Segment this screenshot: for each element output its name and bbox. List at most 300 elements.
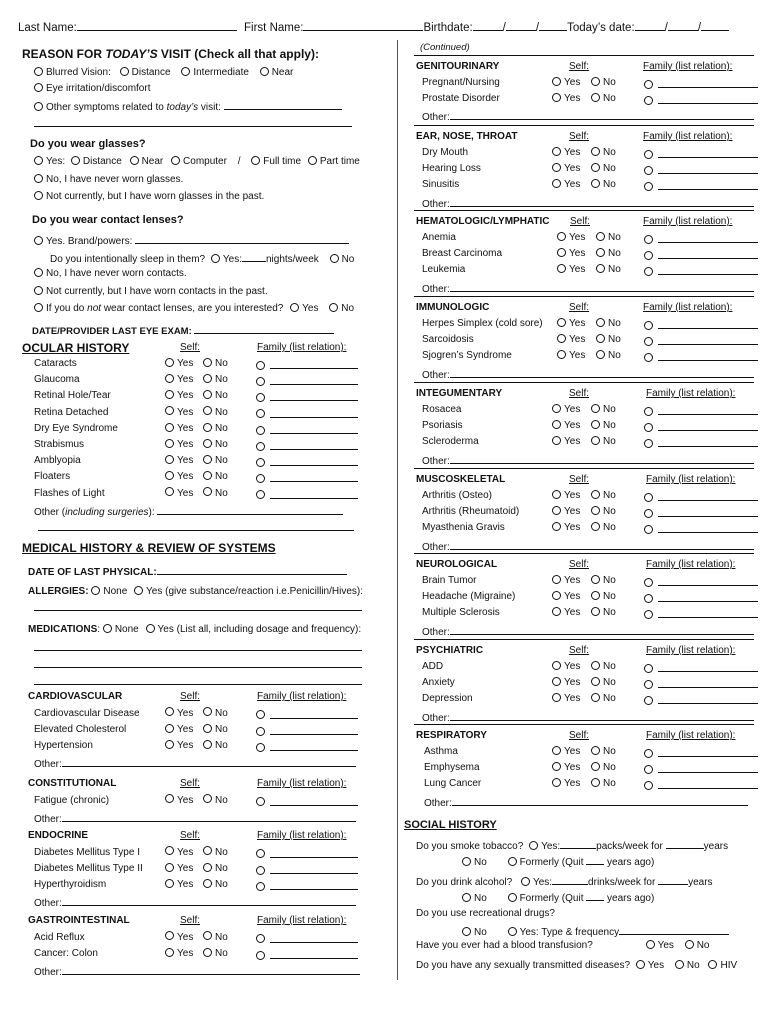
condition-label: Breast Carcinoma <box>422 248 503 260</box>
self-no-checkbox[interactable] <box>591 93 600 102</box>
glasses-distance-checkbox[interactable] <box>71 156 80 165</box>
family-checkbox[interactable] <box>256 474 265 483</box>
today-month-field[interactable] <box>635 20 665 31</box>
medications-line-2[interactable] <box>34 667 362 668</box>
self-yes-checkbox[interactable] <box>552 506 561 515</box>
family-checkbox[interactable] <box>256 934 265 943</box>
self-yes-checkbox[interactable] <box>552 778 561 787</box>
family-checkbox[interactable] <box>644 509 653 518</box>
family-checkbox[interactable] <box>256 710 265 719</box>
self-yes-checkbox[interactable] <box>165 390 174 399</box>
self-yes-option <box>552 575 580 586</box>
self-yes-checkbox[interactable] <box>165 794 174 803</box>
contacts-sleep-yes-checkbox[interactable] <box>211 254 220 263</box>
self-yes-checkbox[interactable] <box>165 707 174 716</box>
tobacco-yes-checkbox[interactable] <box>529 841 538 850</box>
self-no-checkbox[interactable] <box>591 506 600 515</box>
family-relation-field[interactable] <box>658 607 758 618</box>
family-relation-field[interactable] <box>658 318 758 329</box>
transfusion-yes-checkbox[interactable] <box>646 940 655 949</box>
family-relation-field[interactable] <box>658 248 758 259</box>
condition-label: Anxiety <box>422 677 455 689</box>
family-checkbox[interactable] <box>644 96 653 105</box>
std-hiv-checkbox[interactable] <box>708 960 717 969</box>
self-no-checkbox[interactable] <box>596 334 605 343</box>
family-checkbox[interactable] <box>256 361 265 370</box>
self-no-checkbox[interactable] <box>591 746 600 755</box>
other-field[interactable] <box>62 756 356 767</box>
self-yes-checkbox[interactable] <box>552 163 561 172</box>
medications-line-1[interactable] <box>34 650 362 651</box>
contacts-interest-yes-checkbox[interactable] <box>290 303 299 312</box>
alcohol-drinks-field[interactable] <box>552 874 588 885</box>
self-yes-checkbox[interactable] <box>552 490 561 499</box>
self-yes-checkbox[interactable] <box>557 318 566 327</box>
family-relation-field[interactable] <box>658 420 758 431</box>
other-field[interactable] <box>450 624 754 635</box>
family-relation-field[interactable] <box>270 374 358 385</box>
self-yes-checkbox[interactable] <box>165 406 174 415</box>
family-relation-field[interactable] <box>658 163 758 174</box>
self-no-checkbox[interactable] <box>203 374 212 383</box>
self-no-checkbox[interactable] <box>591 163 600 172</box>
condition-label: Asthma <box>424 746 458 757</box>
self-yes-checkbox[interactable] <box>552 522 561 531</box>
drugs-no-checkbox[interactable] <box>462 927 471 936</box>
blurred-intermediate-checkbox[interactable] <box>181 67 190 76</box>
self-no-checkbox[interactable] <box>591 147 600 156</box>
family-checkbox[interactable] <box>644 525 653 534</box>
self-no-option <box>591 677 616 688</box>
family-header: Family (list relation): <box>257 830 347 841</box>
tobacco-years-field[interactable] <box>666 838 704 849</box>
other-label: Other: <box>422 626 450 638</box>
self-yes-checkbox[interactable] <box>552 677 561 686</box>
today-day-field[interactable] <box>668 20 698 31</box>
family-header: Family (list relation): <box>257 778 347 789</box>
family-checkbox[interactable] <box>256 882 265 891</box>
family-checkbox[interactable] <box>644 594 653 603</box>
self-yes-checkbox[interactable] <box>552 147 561 156</box>
other-label: Other: <box>34 966 62 978</box>
family-checkbox[interactable] <box>644 610 653 619</box>
no-label: No <box>603 762 616 774</box>
family-checkbox[interactable] <box>256 727 265 736</box>
self-yes-checkbox[interactable] <box>552 77 561 86</box>
condition-label: Headache (Migraine) <box>422 591 516 603</box>
allergies-none-checkbox[interactable] <box>91 586 100 595</box>
yes-label: Yes <box>564 575 581 586</box>
family-relation-field[interactable] <box>658 575 758 586</box>
glasses-parttime-checkbox[interactable] <box>308 156 317 165</box>
other-field[interactable] <box>450 367 754 378</box>
other-symptoms-row: Other symptoms related to today’s visit: <box>34 99 342 113</box>
family-checkbox[interactable] <box>644 337 653 346</box>
self-no-option <box>591 163 616 174</box>
drugs-type-field[interactable] <box>619 924 729 935</box>
self-no-checkbox[interactable] <box>203 487 212 496</box>
other-field[interactable] <box>450 281 754 292</box>
self-no-checkbox[interactable] <box>591 420 600 429</box>
self-yes-checkbox[interactable] <box>552 93 561 102</box>
family-relation-field[interactable] <box>270 439 358 450</box>
family-relation-field[interactable] <box>270 948 358 959</box>
family-checkbox[interactable] <box>256 743 265 752</box>
self-yes-checkbox[interactable] <box>165 358 174 367</box>
other-field[interactable] <box>450 109 754 120</box>
alcohol-formerly-checkbox[interactable] <box>508 893 517 902</box>
self-yes-checkbox[interactable] <box>165 471 174 480</box>
self-no-option <box>591 607 616 618</box>
self-no-checkbox[interactable] <box>591 522 600 531</box>
family-checkbox[interactable] <box>256 409 265 418</box>
allergies-line[interactable] <box>34 610 362 611</box>
self-yes-checkbox[interactable] <box>557 334 566 343</box>
tobacco-formerly-checkbox[interactable] <box>508 857 517 866</box>
family-header: Family (list relation): <box>646 730 736 741</box>
self-yes-checkbox[interactable] <box>557 232 566 241</box>
self-no-checkbox[interactable] <box>591 677 600 686</box>
family-relation-field[interactable] <box>270 740 358 751</box>
condition-label: Pregnant/Nursing <box>422 77 500 88</box>
self-no-option <box>203 439 228 450</box>
other-field[interactable] <box>62 811 356 822</box>
family-relation-field[interactable] <box>270 423 358 434</box>
birthdate-year-field[interactable] <box>539 20 567 31</box>
family-relation-field[interactable] <box>270 708 358 719</box>
family-relation-field[interactable] <box>658 93 758 104</box>
family-relation-field[interactable] <box>270 879 358 890</box>
other-field[interactable] <box>450 196 754 207</box>
self-no-checkbox[interactable] <box>203 931 212 940</box>
no-label: No <box>608 318 621 329</box>
self-yes-checkbox[interactable] <box>165 879 174 888</box>
family-relation-field[interactable] <box>658 147 758 158</box>
other-symptoms-checkbox[interactable] <box>34 102 43 111</box>
family-relation-field[interactable] <box>658 490 758 501</box>
self-yes-checkbox[interactable] <box>552 436 561 445</box>
glasses-yes-checkbox[interactable] <box>34 156 43 165</box>
self-no-option <box>591 77 616 88</box>
self-yes-option <box>552 522 580 533</box>
self-no-checkbox[interactable] <box>203 390 212 399</box>
glasses-past-checkbox[interactable] <box>34 191 43 200</box>
self-no-checkbox[interactable] <box>203 948 212 957</box>
family-relation-field[interactable] <box>270 847 358 858</box>
self-no-checkbox[interactable] <box>596 350 605 359</box>
no-label: No <box>215 794 228 806</box>
family-checkbox[interactable] <box>644 578 653 587</box>
self-no-checkbox[interactable] <box>203 879 212 888</box>
family-checkbox[interactable] <box>256 458 265 467</box>
blurred-vision-checkbox[interactable] <box>34 67 43 76</box>
tobacco-quit-field[interactable] <box>586 854 604 865</box>
self-yes-option <box>552 179 580 190</box>
other-symptoms-field[interactable] <box>224 99 342 110</box>
drugs-yes-checkbox[interactable] <box>508 927 517 936</box>
self-header: Self: <box>569 559 590 570</box>
family-checkbox[interactable] <box>644 749 653 758</box>
contacts-sleep-row: Do you intentionally sleep in them? Yes: nights/week No <box>50 251 354 265</box>
section-divider-rule <box>414 639 754 640</box>
glasses-near-checkbox[interactable] <box>130 156 139 165</box>
family-relation-field[interactable] <box>270 795 358 806</box>
std-no-checkbox[interactable] <box>675 960 684 969</box>
self-yes-checkbox[interactable] <box>552 607 561 616</box>
family-checkbox[interactable] <box>644 407 653 416</box>
family-checkbox[interactable] <box>644 150 653 159</box>
self-yes-checkbox[interactable] <box>552 591 561 600</box>
medications-yes-checkbox[interactable] <box>146 624 155 633</box>
other-field[interactable] <box>62 964 360 975</box>
self-no-checkbox[interactable] <box>591 404 600 413</box>
self-no-checkbox[interactable] <box>203 423 212 432</box>
self-yes-checkbox[interactable] <box>165 439 174 448</box>
self-yes-option <box>165 847 193 858</box>
family-checkbox[interactable] <box>256 442 265 451</box>
self-yes-checkbox[interactable] <box>552 693 561 702</box>
family-relation-field[interactable] <box>270 455 358 466</box>
family-relation-field[interactable] <box>270 488 358 499</box>
self-no-checkbox[interactable] <box>596 232 605 241</box>
family-checkbox[interactable] <box>256 393 265 402</box>
self-yes-checkbox[interactable] <box>165 948 174 957</box>
self-no-checkbox[interactable] <box>591 179 600 188</box>
condition-label: Retinal Hole/Tear <box>34 390 111 402</box>
eye-irritation-row: Eye irritation/discomfort <box>34 83 150 94</box>
family-relation-field[interactable] <box>270 724 358 735</box>
self-yes-checkbox[interactable] <box>552 661 561 670</box>
family-checkbox[interactable] <box>256 377 265 386</box>
family-relation-field[interactable] <box>270 407 358 418</box>
birthdate-day-field[interactable] <box>506 20 536 31</box>
medications-line-3[interactable] <box>34 684 362 685</box>
yes-label: Yes <box>177 878 194 890</box>
family-checkbox[interactable] <box>644 166 653 175</box>
self-no-checkbox[interactable] <box>591 661 600 670</box>
std-yes-checkbox[interactable] <box>636 960 645 969</box>
self-no-checkbox[interactable] <box>203 406 212 415</box>
other-field[interactable] <box>452 795 748 806</box>
self-yes-checkbox[interactable] <box>552 404 561 413</box>
transfusion-no-checkbox[interactable] <box>685 940 694 949</box>
self-yes-checkbox[interactable] <box>165 374 174 383</box>
other-symptoms-line-2[interactable] <box>34 126 352 127</box>
family-relation-field[interactable] <box>658 264 758 275</box>
family-checkbox[interactable] <box>644 251 653 260</box>
family-checkbox[interactable] <box>644 680 653 689</box>
family-checkbox[interactable] <box>644 781 653 790</box>
alcohol-no-checkbox[interactable] <box>462 893 471 902</box>
family-relation-field[interactable] <box>658 506 758 517</box>
other-field[interactable] <box>450 453 754 464</box>
contacts-sleep-no-checkbox[interactable] <box>330 254 339 263</box>
self-yes-option <box>552 778 580 789</box>
family-checkbox[interactable] <box>644 353 653 362</box>
family-checkbox[interactable] <box>644 696 653 705</box>
self-no-checkbox[interactable] <box>591 591 600 600</box>
family-option <box>644 248 758 262</box>
self-no-checkbox[interactable] <box>591 436 600 445</box>
family-checkbox[interactable] <box>644 493 653 502</box>
no-label: No <box>603 404 616 415</box>
self-yes-checkbox[interactable] <box>165 455 174 464</box>
family-checkbox[interactable] <box>644 182 653 191</box>
self-yes-checkbox[interactable] <box>165 931 174 940</box>
first-name-field[interactable] <box>303 20 423 31</box>
family-relation-field[interactable] <box>270 390 358 401</box>
self-no-checkbox[interactable] <box>596 248 605 257</box>
self-no-checkbox[interactable] <box>203 724 212 733</box>
blurred-distance-checkbox[interactable] <box>120 67 129 76</box>
family-relation-field[interactable] <box>658 778 758 789</box>
self-no-checkbox[interactable] <box>203 471 212 480</box>
contacts-interest-no-checkbox[interactable] <box>329 303 338 312</box>
self-no-checkbox[interactable] <box>203 358 212 367</box>
family-relation-field[interactable] <box>658 436 758 447</box>
family-relation-field[interactable] <box>658 762 758 773</box>
family-relation-field[interactable] <box>658 179 758 190</box>
self-yes-checkbox[interactable] <box>165 724 174 733</box>
family-checkbox[interactable] <box>256 951 265 960</box>
family-checkbox[interactable] <box>644 765 653 774</box>
family-checkbox[interactable] <box>644 80 653 89</box>
contacts-brand-field[interactable] <box>135 233 349 244</box>
family-relation-field[interactable] <box>658 404 758 415</box>
self-no-checkbox[interactable] <box>203 439 212 448</box>
family-checkbox[interactable] <box>644 664 653 673</box>
family-checkbox[interactable] <box>644 235 653 244</box>
self-no-checkbox[interactable] <box>596 264 605 273</box>
self-no-checkbox[interactable] <box>591 575 600 584</box>
family-relation-field[interactable] <box>658 522 758 533</box>
self-no-checkbox[interactable] <box>203 707 212 716</box>
birthdate-month-field[interactable] <box>473 20 503 31</box>
self-yes-checkbox[interactable] <box>165 487 174 496</box>
allergies-yes-checkbox[interactable] <box>134 586 143 595</box>
self-yes-checkbox[interactable] <box>552 179 561 188</box>
patient-header: Last Name: First Name: Birthdate: / / Today’s date: / / <box>18 20 763 34</box>
blurred-near-checkbox[interactable] <box>260 67 269 76</box>
tobacco-no-checkbox[interactable] <box>462 857 471 866</box>
family-relation-field[interactable] <box>658 232 758 243</box>
family-relation-field[interactable] <box>270 932 358 943</box>
ocular-other-field[interactable] <box>157 504 343 515</box>
self-yes-checkbox[interactable] <box>557 264 566 273</box>
no-label: No <box>215 487 228 499</box>
family-relation-field[interactable] <box>658 591 758 602</box>
self-no-option <box>203 863 228 874</box>
eye-irritation-checkbox[interactable] <box>34 83 43 92</box>
yes-label: Yes <box>177 487 194 499</box>
drugs-answer-row: No Yes: Type & frequency <box>462 924 729 938</box>
last-eye-exam-field[interactable] <box>194 323 334 334</box>
last-name-field[interactable] <box>77 20 237 31</box>
family-checkbox[interactable] <box>644 423 653 432</box>
ocular-other-line-2[interactable] <box>38 530 354 531</box>
family-option <box>644 661 758 675</box>
glasses-never-checkbox[interactable] <box>34 174 43 183</box>
family-relation-field[interactable] <box>270 471 358 482</box>
today-year-field[interactable] <box>701 20 729 31</box>
self-yes-checkbox[interactable] <box>165 863 174 872</box>
family-relation-field[interactable] <box>658 677 758 688</box>
self-yes-checkbox[interactable] <box>557 350 566 359</box>
family-checkbox[interactable] <box>256 426 265 435</box>
self-no-checkbox[interactable] <box>591 77 600 86</box>
family-relation-field[interactable] <box>658 334 758 345</box>
self-no-checkbox[interactable] <box>591 490 600 499</box>
self-no-checkbox[interactable] <box>591 762 600 771</box>
alcohol-quit-field[interactable] <box>586 890 604 901</box>
family-checkbox[interactable] <box>644 439 653 448</box>
other-field[interactable] <box>450 539 754 550</box>
self-yes-checkbox[interactable] <box>165 423 174 432</box>
self-yes-checkbox[interactable] <box>165 740 174 749</box>
tobacco-packs-field[interactable] <box>560 838 596 849</box>
family-checkbox[interactable] <box>256 490 265 499</box>
contacts-never-checkbox[interactable] <box>34 268 43 277</box>
self-yes-checkbox[interactable] <box>552 575 561 584</box>
family-checkbox[interactable] <box>256 849 265 858</box>
family-relation-field[interactable] <box>270 863 358 874</box>
self-yes-checkbox[interactable] <box>165 846 174 855</box>
self-no-checkbox[interactable] <box>596 318 605 327</box>
glasses-fulltime-checkbox[interactable] <box>251 156 260 165</box>
self-no-checkbox[interactable] <box>591 607 600 616</box>
alcohol-years-field[interactable] <box>658 874 688 885</box>
self-no-checkbox[interactable] <box>591 693 600 702</box>
family-relation-field[interactable] <box>658 661 758 672</box>
self-yes-checkbox[interactable] <box>557 248 566 257</box>
self-no-checkbox[interactable] <box>203 455 212 464</box>
medications-none-checkbox[interactable] <box>103 624 112 633</box>
self-yes-checkbox[interactable] <box>552 762 561 771</box>
self-no-checkbox[interactable] <box>203 794 212 803</box>
self-yes-checkbox[interactable] <box>552 746 561 755</box>
contacts-past-checkbox[interactable] <box>34 286 43 295</box>
alcohol-yes-checkbox[interactable] <box>521 877 530 886</box>
other-field[interactable] <box>450 710 754 721</box>
family-relation-field[interactable] <box>658 77 758 88</box>
contacts-nights-field[interactable] <box>242 251 266 262</box>
self-no-checkbox[interactable] <box>203 863 212 872</box>
self-no-checkbox[interactable] <box>203 846 212 855</box>
other-field[interactable] <box>62 895 356 906</box>
yes-label: Yes <box>569 334 586 346</box>
other-label: Other: <box>34 759 62 771</box>
last-physical-field[interactable] <box>157 564 347 575</box>
self-no-checkbox[interactable] <box>591 778 600 787</box>
self-yes-checkbox[interactable] <box>552 420 561 429</box>
family-relation-field[interactable] <box>270 358 358 369</box>
other-row <box>422 710 754 724</box>
family-checkbox[interactable] <box>256 797 265 806</box>
family-checkbox[interactable] <box>256 866 265 875</box>
family-relation-field[interactable] <box>658 746 758 757</box>
family-relation-field[interactable] <box>658 350 758 361</box>
contacts-interest-checkbox[interactable] <box>34 303 43 312</box>
family-checkbox[interactable] <box>644 267 653 276</box>
no-label: No <box>603 147 616 158</box>
family-relation-field[interactable] <box>658 693 758 704</box>
family-checkbox[interactable] <box>644 321 653 330</box>
self-no-checkbox[interactable] <box>203 740 212 749</box>
self-no-option <box>203 795 228 806</box>
contacts-yes-checkbox[interactable] <box>34 236 43 245</box>
glasses-computer-checkbox[interactable] <box>171 156 180 165</box>
continued-label: (Continued) <box>420 42 470 53</box>
